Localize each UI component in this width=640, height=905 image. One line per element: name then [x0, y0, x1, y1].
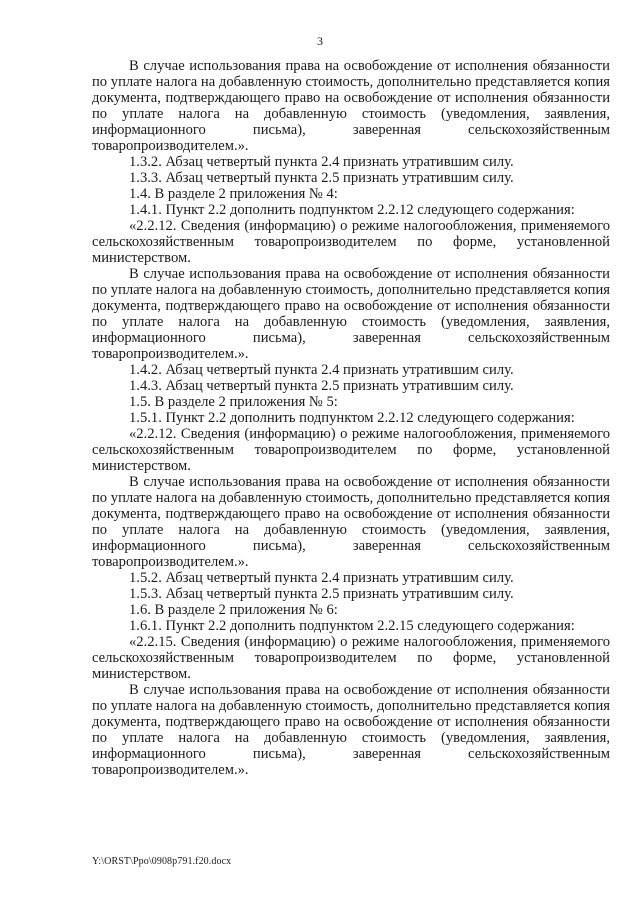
paragraph: 1.4.2. Абзац четвертый пункта 2.4 признать утратившим силу. — [129, 362, 514, 378]
paragraph: «2.2.12. Сведения (информацию) о режиме налогообложения, применяемого сельскохозяйственным товаропроизводителем по форме, установленной министерством. — [92, 218, 610, 266]
paragraph: «2.2.12. Сведения (информацию) о режиме налогообложения, применяемого сельскохозяйственным товаропроизводителем по форме, установленной министерством. — [92, 426, 610, 474]
paragraph: «2.2.15. Сведения (информацию) о режиме налогообложения, применяемого сельскохозяйственным товаропроизводителем по форме, установленной министерством. — [92, 634, 610, 682]
paragraph: В случае использования права на освобождение от исполнения обязанности по уплате налога на добавленную стоимость, дополнительно представляется копия документа, подтверждающего право на освобождение от исполнения обязанности по уплате налога на добавленную стоимость (уведомления, заявления, информационного письма), заверенная сельскохозяйственным товаропроизводителем.». — [92, 58, 610, 154]
paragraph: 1.4.1. Пункт 2.2 дополнить подпунктом 2.2.12 следующего содержания: — [129, 202, 575, 218]
file-path-footer: Y:\ORST\Ppo\0908p791.f20.docx — [92, 856, 232, 867]
paragraph: 1.3.3. Абзац четвертый пункта 2.5 признать утратившим силу. — [129, 170, 514, 186]
paragraph: 1.5.1. Пункт 2.2 дополнить подпунктом 2.2.12 следующего содержания: — [129, 410, 575, 426]
paragraph: В случае использования права на освобождение от исполнения обязанности по уплате налога на добавленную стоимость, дополнительно представляется копия документа, подтверждающего право на освобождение от исполнения обязанности по уплате налога на добавленную стоимость (уведомления, заявления, информационного письма), заверенная сельскохозяйственным товаропроизводителем.». — [92, 474, 610, 570]
paragraph: 1.5.3. Абзац четвертый пункта 2.5 признать утратившим силу. — [129, 586, 514, 602]
page-number: 3 — [317, 34, 323, 48]
paragraph: 1.6.1. Пункт 2.2 дополнить подпунктом 2.2.15 следующего содержания: — [129, 618, 575, 634]
paragraph: 1.4.3. Абзац четвертый пункта 2.5 признать утратившим силу. — [129, 378, 514, 394]
paragraph: 1.4. В разделе 2 приложения № 4: — [129, 186, 338, 202]
document-body — [92, 58, 610, 778]
paragraph: 1.6. В разделе 2 приложения № 6: — [129, 602, 338, 618]
paragraph: В случае использования права на освобождение от исполнения обязанности по уплате налога на добавленную стоимость, дополнительно представляется копия документа, подтверждающего право на освобождение от исполнения обязанности по уплате налога на добавленную стоимость (уведомления, заявления, информационного письма), заверенная сельскохозяйственным товаропроизводителем.». — [92, 266, 610, 362]
paragraph: 1.3.2. Абзац четвертый пункта 2.4 признать утратившим силу. — [129, 154, 514, 170]
paragraph: 1.5.2. Абзац четвертый пункта 2.4 признать утратившим силу. — [129, 570, 514, 586]
paragraph: В случае использования права на освобождение от исполнения обязанности по уплате налога на добавленную стоимость, дополнительно представляется копия документа, подтверждающего право на освобождение от исполнения обязанности по уплате налога на добавленную стоимость (уведомления, заявления, информационного письма), заверенная сельскохозяйственным товаропроизводителем.». — [92, 682, 610, 778]
paragraph: 1.5. В разделе 2 приложения № 5: — [129, 394, 338, 410]
